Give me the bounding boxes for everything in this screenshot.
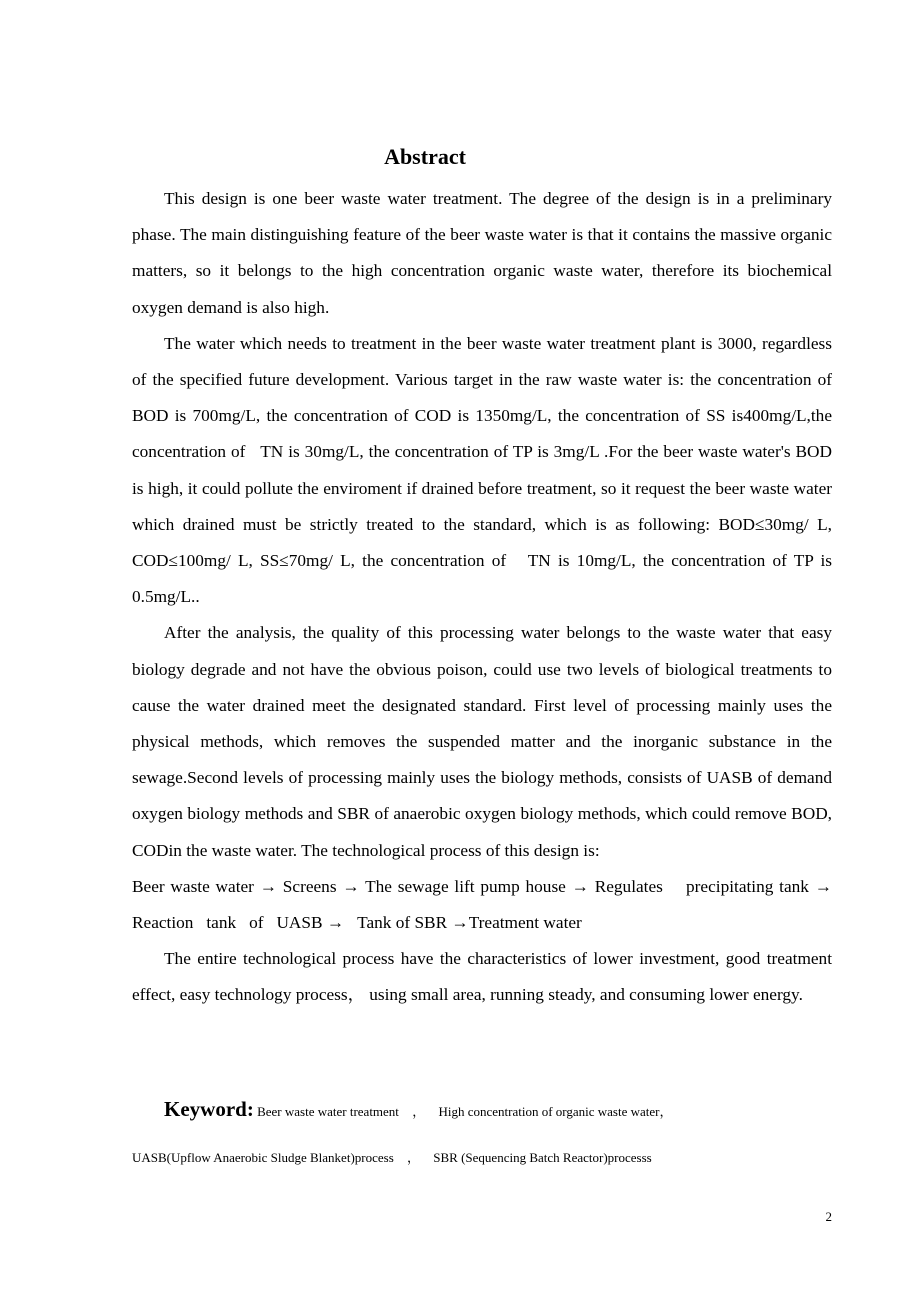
keywords-line-1 [132,1094,832,1127]
keywords-label: Keyword: [164,1097,254,1121]
paragraph-3: After the analysis, the quality of this processing water belongs to the waste water that easy biology degrade and not have the obvious poison, could use two levels of biological treatments to cause the water drained meet the designated standard. First level of processing mainly uses the physical methods, which removes the suspended matter and the inorganic substance in the sewage.Second levels of processing mainly uses the biology methods, consists of UASB of demand oxygen biology methods and SBR of anaerobic oxygen biology methods, which could remove BOD, CODin the waste water. The technological process of this design is: [132,623,832,860]
keyword-item: Beer waste water treatment [257,1104,399,1119]
paragraph-2: The water which needs to treatment in the beer waste water treatment plant is 3000, regardless of the specified future development. Various target in the raw waste water is: the concentration of BOD is 700mg/L, the concentration of COD is 1350mg/L, the concentration of SS is400mg/L,the concentration of TN is 30mg/L, the concentration of TP is 3mg/L .For the beer waste water's BOD is high, it could pollute the enviroment if drained before treatment, so it request the beer waste water which drained must be strictly treated to the standard, which is as following: BOD≤30mg/ L, COD≤100mg/ L, SS≤70mg/ L, the concentration of TN is 10mg/L, the concentration of TP is 0.5mg/L.. [132,333,832,607]
abstract-body [132,181,832,1014]
keywords-line-2 [132,1149,832,1167]
keyword-item: UASB(Upflow Anaerobic Sludge Blanket)process [132,1150,394,1165]
page-number: 2 [825,1209,832,1224]
keyword-item: SBR (Sequencing Batch Reactor)processs [433,1150,652,1165]
process-flow: Beer waste water → Screens → The sewage lift pump house → Regulates precipitating tank → Reaction tank of UASB → Tank of SBR →Treatment water [132,876,832,933]
page-title: Abstract [384,144,466,169]
keyword-separator: ， [407,1150,421,1165]
keywords-section [132,1094,832,1167]
keyword-separator: ， [412,1104,426,1119]
paragraph-conclusion: The entire technological process have the characteristics of lower investment, good treatment effect, easy technology process， using small area, running steady, and consuming lower energy. [132,949,832,1005]
keyword-item: High concentration of organic waste water， [438,1104,673,1119]
paragraph-1: This design is one beer waste water treatment. The degree of the design is in a preliminary phase. The main distinguishing feature of the beer waste water is that it contains the massive organic matters, so it belongs to the high concentration organic waste water, therefore its biochemical oxygen demand is also high. [132,189,832,317]
